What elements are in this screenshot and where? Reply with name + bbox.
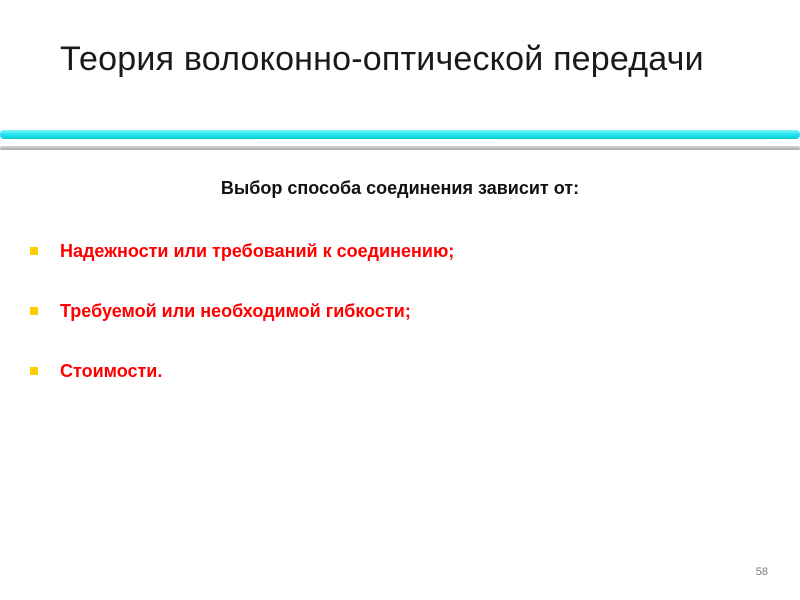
square-bullet-icon bbox=[30, 307, 38, 315]
gray-rule-bar bbox=[0, 146, 800, 150]
square-bullet-icon bbox=[30, 247, 38, 255]
square-bullet-icon bbox=[30, 367, 38, 375]
page-number: 58 bbox=[755, 566, 768, 578]
bullet-list bbox=[30, 236, 454, 416]
bullet-item bbox=[30, 236, 454, 266]
bullet-text: Требуемой или необходимой гибкости; bbox=[60, 300, 411, 321]
cyan-rule-bar bbox=[0, 130, 800, 139]
bullet-text: Стоимости. bbox=[60, 360, 163, 381]
bullet-text: Надежности или требований к соединению; bbox=[60, 240, 455, 261]
title-rule-graphic bbox=[0, 126, 800, 156]
bullet-item bbox=[30, 296, 454, 326]
bullet-item bbox=[30, 356, 454, 386]
title-rule bbox=[0, 126, 800, 156]
content-heading: Выбор способа соединения зависит от: bbox=[220, 178, 580, 198]
slide-title: Теория волоконно-оптической передачи bbox=[60, 40, 704, 78]
